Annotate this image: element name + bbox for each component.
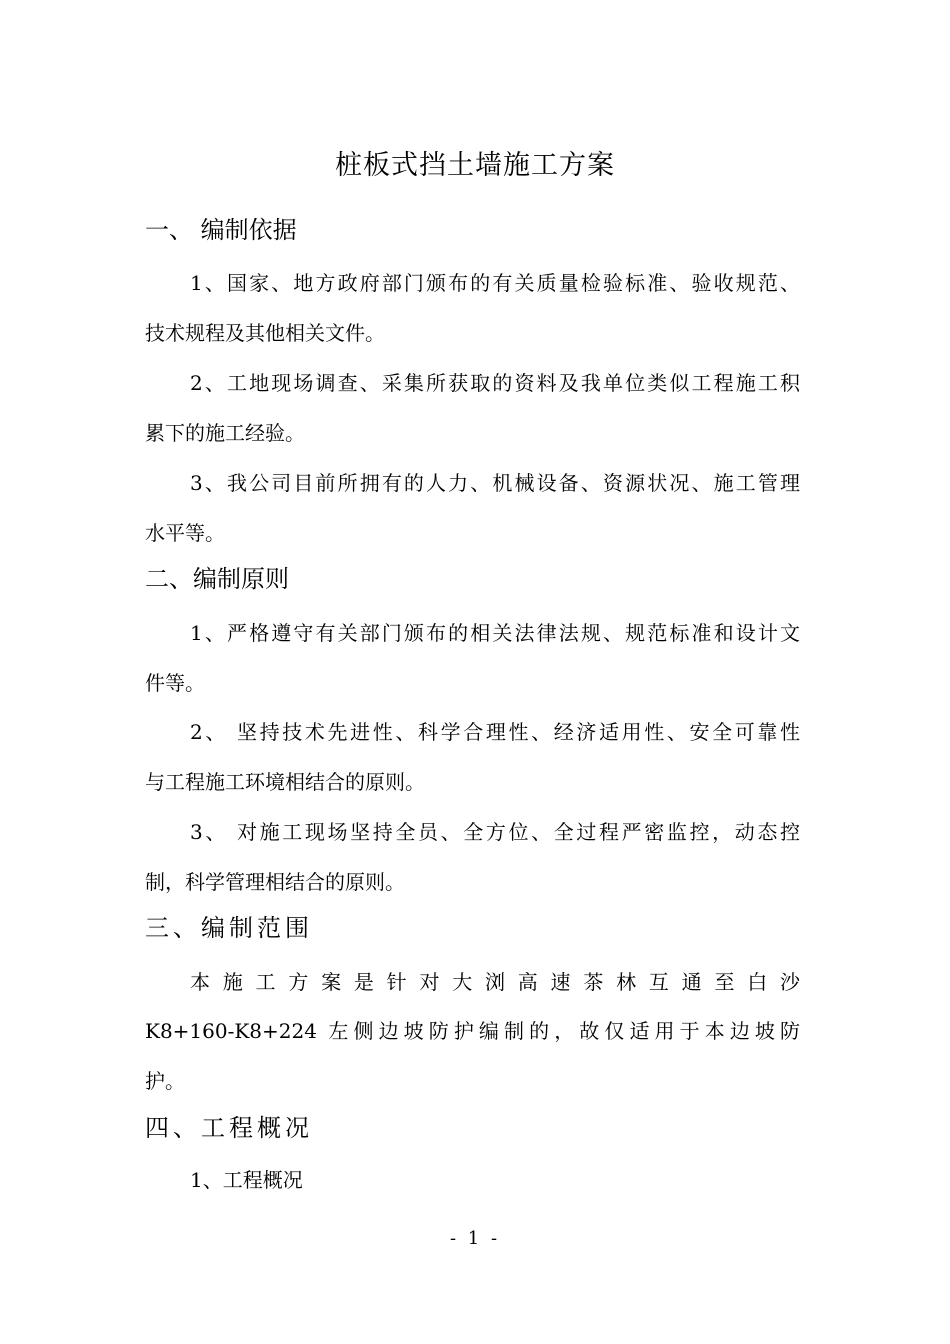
subsection-heading: 1、工程概况 <box>190 1168 303 1192</box>
paragraph-line: 累下的施工经验。 <box>145 421 305 445</box>
section-heading-scope: 三、编制范围 <box>145 914 313 942</box>
paragraph-line: 3、我公司目前所拥有的人力、机械设备、资源状况、施工管理 <box>190 471 800 495</box>
section-heading-principles: 二、编制原则 <box>145 565 289 593</box>
section-heading-basis: 一、 编制依据 <box>145 216 297 244</box>
paragraph-line: 1、严格遵守有关部门颁布的相关法律法规、规范标准和设计文 <box>190 621 800 645</box>
paragraph-line: 技术规程及其他相关文件。 <box>145 321 385 345</box>
paragraph-line: 2、工地现场调查、采集所获取的资料及我单位类似工程施工积 <box>190 371 800 395</box>
paragraph-line: 水平等。 <box>145 521 225 545</box>
paragraph-line: 2、 坚持技术先进性、科学合理性、经济适用性、安全可靠性 <box>190 720 800 744</box>
paragraph-line: 本施工方案是针对大浏高速茶林互通至白沙 <box>190 970 800 994</box>
paragraph-line: 1、国家、地方政府部门颁布的有关质量检验标准、验收规范、 <box>190 271 800 295</box>
paragraph-line: 制，科学管理相结合的原则。 <box>145 870 405 894</box>
paragraph-line: 护。 <box>145 1069 185 1093</box>
page-number: - 1 - <box>449 1228 501 1249</box>
paragraph-line: K8+160-K8+224 左侧边坡防护编制的，故仅适用于本边坡防 <box>145 1019 800 1043</box>
document-title: 桩板式挡土墙施工方案 <box>335 150 615 181</box>
paragraph-line: 与工程施工环境相结合的原则。 <box>145 770 425 794</box>
paragraph-line: 件等。 <box>145 671 205 695</box>
paragraph-line: 3、 对施工现场坚持全员、全方位、全过程严密监控，动态控 <box>190 820 800 844</box>
section-heading-overview: 四、工程概况 <box>145 1114 313 1142</box>
